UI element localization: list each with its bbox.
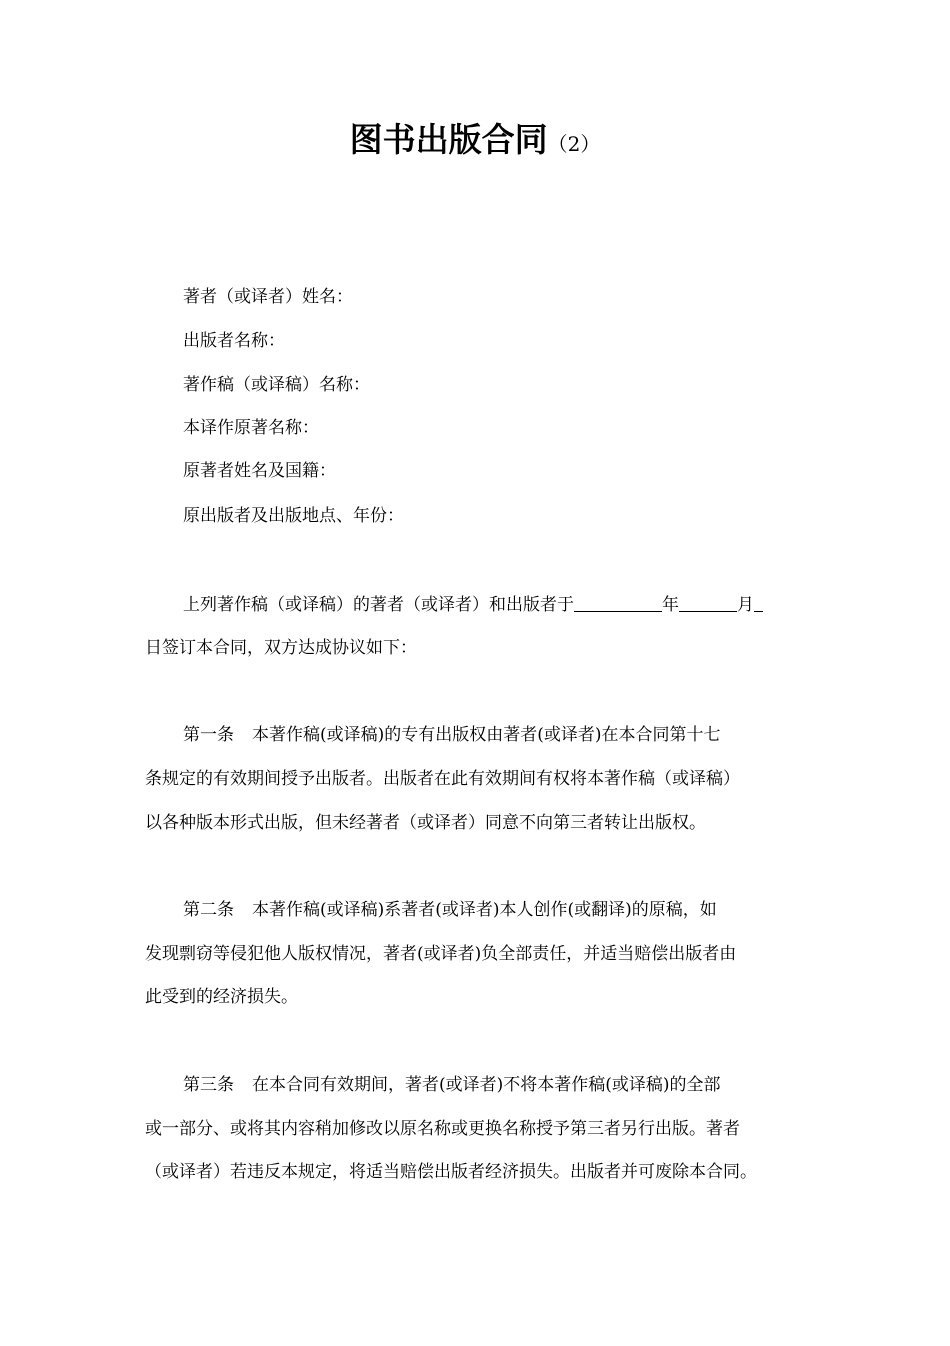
article-1-text-1: 本著作稿(或译稿)的专有出版权由著者(或译者)在本合同第十七 xyxy=(252,725,721,745)
article-1-line-3: 以各种版本形式出版，但未经著者（或译者）同意不向第三者转让出版权。 xyxy=(145,813,706,833)
document-title xyxy=(0,118,950,166)
intro-line-2: 日签订本合同，双方达成协议如下： xyxy=(145,638,417,658)
year-blank xyxy=(574,594,662,612)
field-original-work-name: 本译作原著名称： xyxy=(183,418,319,438)
article-3-line-2: 或一部分、或将其内容稍加修改以原名称或更换名称授予第三者另行出版。著者 xyxy=(145,1119,740,1139)
intro-text: 上列著作稿（或译稿）的著者（或译者）和出版者于 xyxy=(183,595,574,615)
title-main: 图书出版合同 xyxy=(349,120,548,159)
article-2-label: 第二条 xyxy=(183,900,234,920)
article-3-label: 第三条 xyxy=(183,1075,234,1095)
article-1-line-1 xyxy=(183,723,721,747)
article-3-line-3: （或译者）若违反本规定，将适当赔偿出版者经济损失。出版者并可废除本合同。 xyxy=(145,1162,757,1182)
field-original-publisher: 原出版者及出版地点、年份： xyxy=(183,506,404,526)
year-label: 年 xyxy=(662,595,679,615)
field-original-author: 原著者姓名及国籍： xyxy=(183,461,336,481)
month-label: 月 xyxy=(737,595,754,615)
month-blank xyxy=(679,594,737,612)
title-sub: （2） xyxy=(547,132,601,156)
article-3-line-1 xyxy=(183,1073,721,1097)
article-1-label: 第一条 xyxy=(183,725,234,745)
field-publisher-name: 出版者名称： xyxy=(183,331,285,351)
field-manuscript-name: 著作稿（或译稿）名称： xyxy=(183,375,370,395)
article-2-line-1 xyxy=(183,898,717,922)
article-1-line-2: 条规定的有效期间授予出版者。出版者在此有效期间有权将本著作稿（或译稿） xyxy=(145,769,740,789)
article-2-text-1: 本著作稿(或译稿)系著者(或译者)本人创作(或翻译)的原稿，如 xyxy=(252,900,717,920)
intro-line-1 xyxy=(183,592,763,617)
article-2-line-3: 此受到的经济损失。 xyxy=(145,987,298,1007)
article-2-line-2: 发现剽窃等侵犯他人版权情况，著者(或译者)负全部责任，并适当赔偿出版者由 xyxy=(145,944,737,964)
field-author-name: 著者（或译者）姓名： xyxy=(183,287,353,307)
article-3-text-1: 在本合同有效期间，著者(或译者)不将本著作稿(或译稿)的全部 xyxy=(252,1075,721,1095)
day-blank xyxy=(754,594,763,612)
